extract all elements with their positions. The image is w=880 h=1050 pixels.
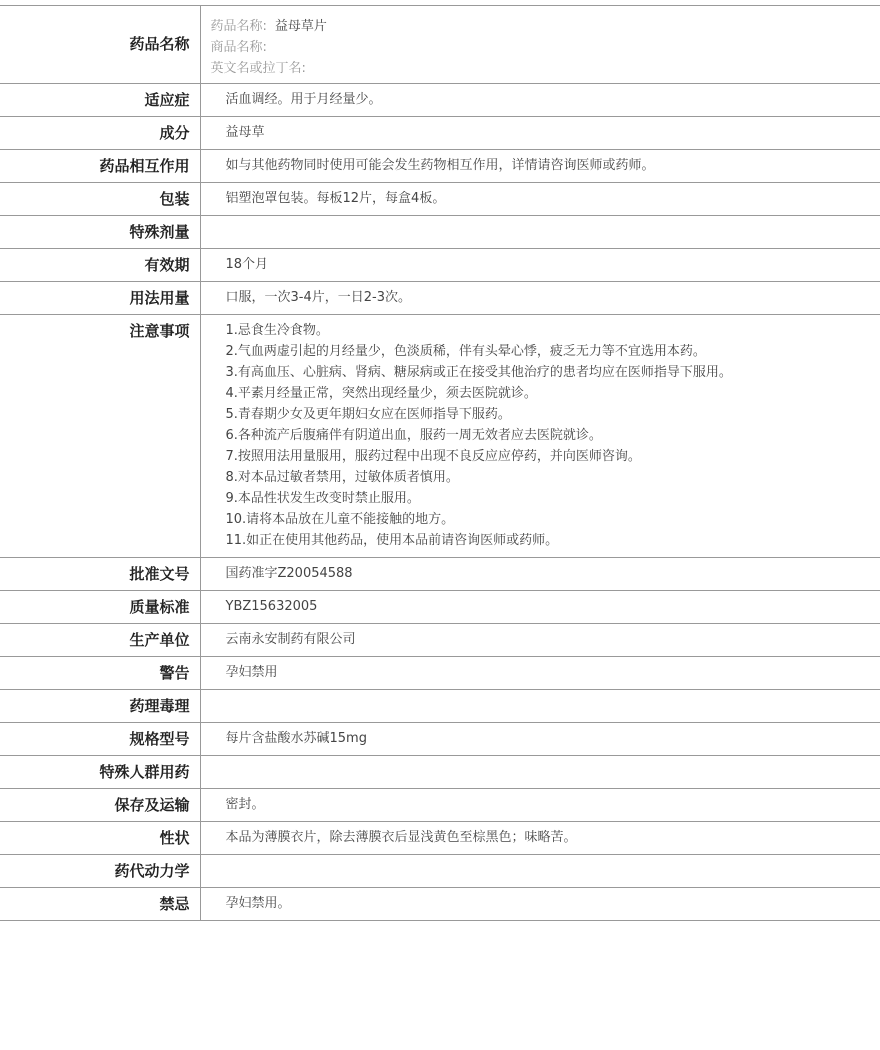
row-label: 警告 <box>0 657 200 690</box>
drug-spec-table <box>0 5 880 921</box>
row-label: 用法用量 <box>0 282 200 315</box>
row-indications <box>0 84 880 117</box>
row-value <box>200 216 880 249</box>
row-interactions <box>0 150 880 183</box>
row-label: 保存及运输 <box>0 789 200 822</box>
row-label: 禁忌 <box>0 888 200 921</box>
row-value: 铝塑泡罩包装。每板12片，每盒4板。 <box>200 183 880 216</box>
row-value: 18个月 <box>200 249 880 282</box>
precaution-item: 3.有高血压、心脏病、肾病、糖尿病或正在接受其他治疗的患者均应在医师指导下服用。 <box>225 365 732 380</box>
row-label: 规格型号 <box>0 723 200 756</box>
row-value: 密封。 <box>200 789 880 822</box>
row-quality-standard <box>0 591 880 624</box>
row-label: 药理毒理 <box>0 690 200 723</box>
name-values <box>200 6 880 84</box>
row-specification <box>0 723 880 756</box>
row-shelf-life <box>0 249 880 282</box>
row-packaging <box>0 183 880 216</box>
row-value: 口服，一次3-4片，一日2-3次。 <box>200 282 880 315</box>
row-precautions <box>0 315 880 558</box>
row-label: 药代动力学 <box>0 855 200 888</box>
row-storage <box>0 789 880 822</box>
row-approval-number <box>0 558 880 591</box>
row-value: 益母草 <box>200 117 880 150</box>
precaution-item: 5.青春期少女及更年期妇女应在医师指导下服药。 <box>225 407 511 422</box>
generic-name-line <box>211 16 880 37</box>
row-value <box>200 756 880 789</box>
row-label: 适应症 <box>0 84 200 117</box>
english-name-label: 英文名或拉丁名: <box>210 61 306 76</box>
precaution-item: 11.如正在使用其他药品，使用本品前请咨询医师或药师。 <box>225 533 559 548</box>
row-label: 批准文号 <box>0 558 200 591</box>
row-special-dosage <box>0 216 880 249</box>
row-value: 活血调经。用于月经量少。 <box>200 84 880 117</box>
row-value: 孕妇禁用。 <box>200 888 880 921</box>
row-value <box>200 690 880 723</box>
precaution-item: 2.气血两虚引起的月经量少，色淡质稀，伴有头晕心悸，疲乏无力等不宜选用本药。 <box>225 344 706 359</box>
row-drug-name <box>0 6 880 84</box>
row-dosage <box>0 282 880 315</box>
row-value <box>200 855 880 888</box>
row-value: 每片含盐酸水苏碱15mg <box>200 723 880 756</box>
precaution-item: 9.本品性状发生改变时禁止服用。 <box>225 491 420 506</box>
english-name-line <box>211 58 880 79</box>
row-label: 特殊人群用药 <box>0 756 200 789</box>
row-contraindications <box>0 888 880 921</box>
row-value: 国药准字Z20054588 <box>200 558 880 591</box>
row-label: 性状 <box>0 822 200 855</box>
row-label: 包装 <box>0 183 200 216</box>
precaution-item: 8.对本品过敏者禁用，过敏体质者慎用。 <box>225 470 459 485</box>
row-label: 注意事项 <box>0 315 200 558</box>
row-value: 如与其他药物同时使用可能会发生药物相互作用，详情请咨询医师或药师。 <box>200 150 880 183</box>
row-label: 药品相互作用 <box>0 150 200 183</box>
trade-name-line <box>211 37 880 58</box>
row-pharmacology <box>0 690 880 723</box>
precaution-item: 6.各种流产后腹痛伴有阴道出血，服药一周无效者应去医院就诊。 <box>225 428 602 443</box>
row-label: 生产单位 <box>0 624 200 657</box>
row-special-populations <box>0 756 880 789</box>
row-label: 质量标准 <box>0 591 200 624</box>
row-pharmacokinetics <box>0 855 880 888</box>
row-value: 云南永安制药有限公司 <box>200 624 880 657</box>
generic-name-value: 益母草片 <box>274 19 327 34</box>
row-label: 药品名称 <box>0 6 200 84</box>
precautions-list <box>200 315 880 558</box>
row-ingredients <box>0 117 880 150</box>
row-label: 有效期 <box>0 249 200 282</box>
precaution-item: 7.按照用法用量服用，服药过程中出现不良反应应停药，并向医师咨询。 <box>225 449 641 464</box>
row-warning <box>0 657 880 690</box>
row-label: 成分 <box>0 117 200 150</box>
precaution-item: 10.请将本品放在儿童不能接触的地方。 <box>225 512 455 527</box>
row-label: 特殊剂量 <box>0 216 200 249</box>
row-description <box>0 822 880 855</box>
generic-name-label: 药品名称: <box>210 19 267 34</box>
row-manufacturer <box>0 624 880 657</box>
row-value: 孕妇禁用 <box>200 657 880 690</box>
trade-name-label: 商品名称: <box>210 40 267 55</box>
row-value: 本品为薄膜衣片，除去薄膜衣后显浅黄色至棕黑色；味略苦。 <box>200 822 880 855</box>
row-value: YBZ15632005 <box>200 591 880 624</box>
precaution-item: 4.平素月经量正常，突然出现经量少，须去医院就诊。 <box>225 386 537 401</box>
precaution-item: 1.忌食生冷食物。 <box>225 323 329 338</box>
